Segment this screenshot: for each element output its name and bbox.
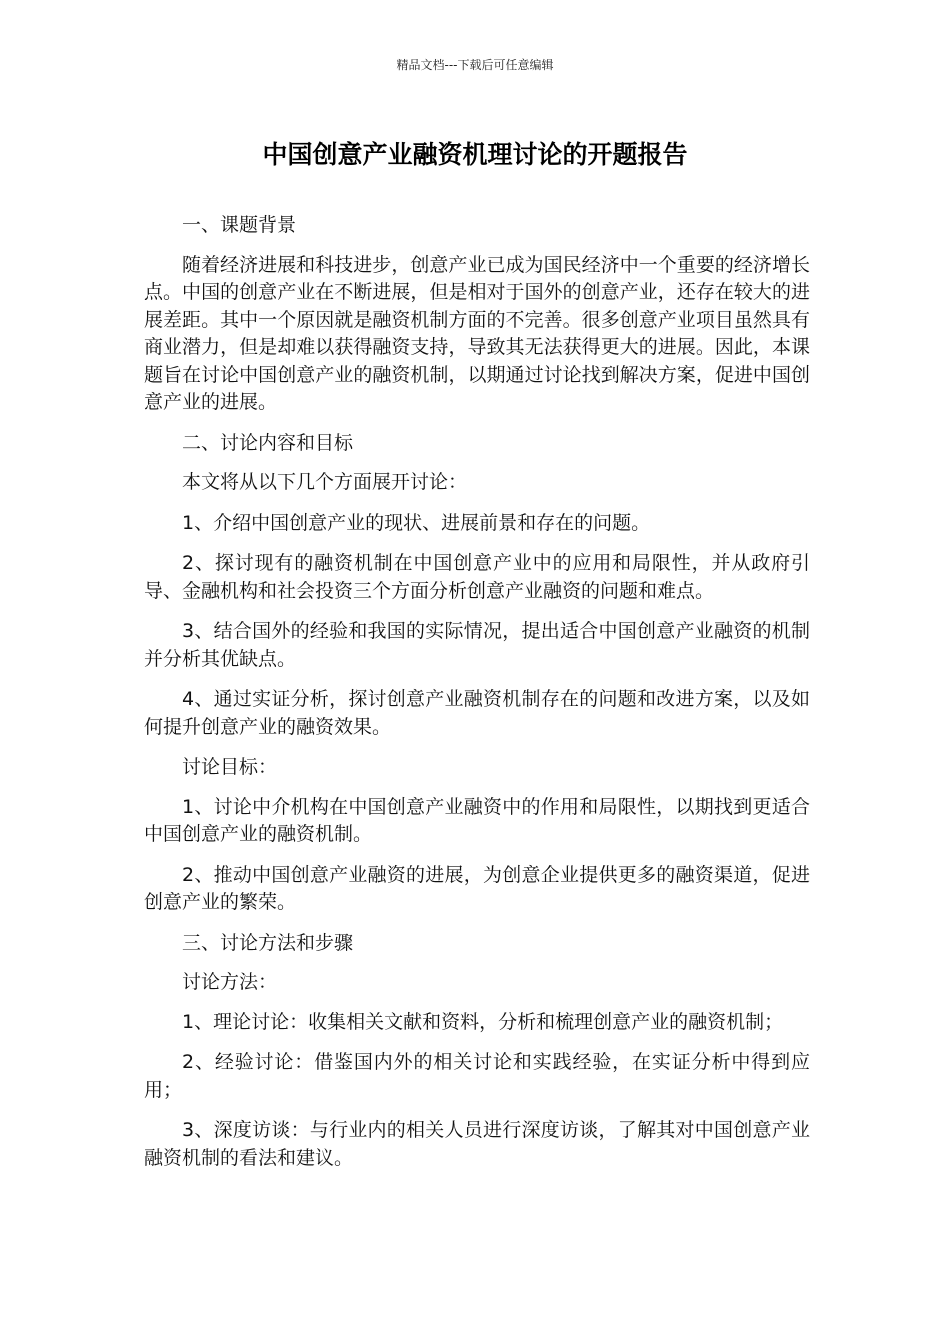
list-item-goal-1: 1、讨论中介机构在中国创意产业融资中的作用和局限性，以期找到更适合中国创意产业的融资机制。 (144, 795, 810, 845)
list-item-method-3: 3、深度访谈：与行业内的相关人员进行深度访谈，了解其对中国创意产业融资机制的看法和建议。 (144, 1119, 810, 1169)
subheading-methods: 讨论方法： (182, 971, 278, 993)
paragraph-intro: 本文将从以下几个方面展开讨论： (182, 471, 468, 493)
subheading-goals: 讨论目标： (182, 756, 278, 778)
section-heading-methods: 三、讨论方法和步骤 (182, 931, 354, 954)
list-item-content-2: 2、探讨现有的融资机制在中国创意产业中的应用和局限性，并从政府引导、金融机构和社会投资三个方面分析创意产业融资的问题和难点。 (144, 552, 810, 602)
document-title: 中国创意产业融资机理讨论的开题报告 (262, 140, 688, 169)
list-item-content-1: 1、介绍中国创意产业的现状、进展前景和存在的问题。 (182, 511, 651, 534)
paragraph-background: 随着经济进展和科技进步，创意产业已成为国民经济中一个重要的经济增长点。中国的创意产业在不断进展，但是相对于国外的创意产业，还存在较大的进展差距。其中一个原因就是融资机制方面的不完善。很多创意产业项目虽然具有商业潜力，但是却难以获得融资支持，导致其无法获得更大的进展。因此，本课题旨在讨论中国创意产业的融资机制，以期通过讨论找到解决方案，促进中国创意产业的进展。 (144, 253, 810, 413)
page-header-note: 精品文档---下载后可任意编辑 (396, 58, 554, 72)
list-item-content-4: 4、通过实证分析，探讨创意产业融资机制存在的问题和改进方案，以及如何提升创意产业的融资效果。 (144, 688, 810, 738)
list-item-method-2: 2、经验讨论：借鉴国内外的相关讨论和实践经验，在实证分析中得到应用； (144, 1051, 810, 1101)
list-item-method-1: 1、理论讨论：收集相关文献和资料，分析和梳理创意产业的融资机制； (182, 1010, 784, 1033)
section-heading-background: 一、课题背景 (182, 214, 297, 236)
section-heading-content-goals: 二、讨论内容和目标 (182, 431, 354, 454)
document-body (144, 212, 810, 1185)
list-item-content-3: 3、结合国外的经验和我国的实际情况，提出适合中国创意产业融资的机制并分析其优缺点。 (144, 620, 810, 670)
list-item-goal-2: 2、推动中国创意产业融资的进展，为创意企业提供更多的融资渠道，促进创意产业的繁荣。 (144, 863, 810, 913)
